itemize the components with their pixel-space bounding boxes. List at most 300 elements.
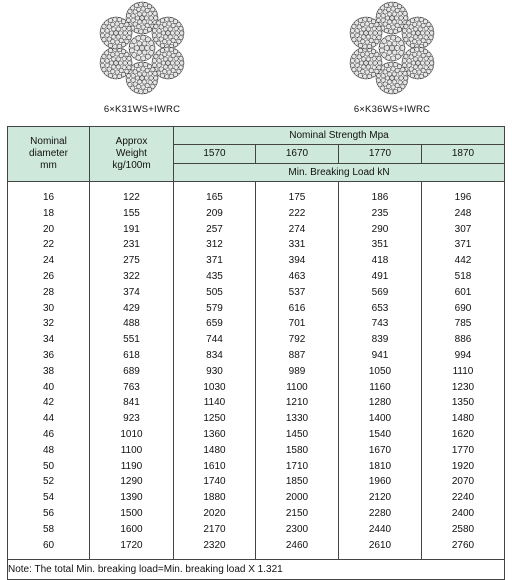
- wire: [421, 38, 425, 42]
- wire: [384, 63, 388, 67]
- wire: [122, 27, 126, 31]
- wire: [173, 72, 177, 76]
- wire: [399, 41, 404, 46]
- wire: [391, 35, 396, 40]
- wire: [142, 80, 146, 84]
- wire: [358, 48, 362, 52]
- wire: [143, 63, 147, 67]
- table-cell: 601: [422, 285, 505, 301]
- wire: [410, 18, 414, 22]
- wire: [134, 63, 138, 67]
- wire: [117, 44, 121, 48]
- wire: [143, 29, 147, 33]
- table-cell: 2580: [422, 522, 505, 538]
- wire: [119, 38, 123, 42]
- wire: [414, 35, 418, 39]
- table-cell: 2150: [256, 506, 339, 522]
- wire: [169, 74, 173, 78]
- table-cell: 18: [8, 206, 90, 222]
- wire: [368, 61, 372, 65]
- table-cell: 2020: [174, 506, 256, 522]
- wire: [169, 48, 173, 52]
- wire: [369, 68, 373, 72]
- wire: [143, 89, 147, 93]
- wire: [375, 52, 379, 56]
- wire: [393, 63, 397, 67]
- wire: [168, 35, 172, 39]
- wire: [359, 31, 363, 35]
- table-cell: 618: [90, 348, 174, 364]
- wire: [123, 31, 127, 35]
- wire: [134, 46, 139, 51]
- table-cell: 2400: [422, 506, 505, 522]
- wire: [118, 61, 122, 65]
- wire: [393, 3, 397, 7]
- wire: [391, 56, 396, 61]
- wire: [381, 78, 385, 82]
- wire: [389, 45, 394, 50]
- table-spacer-cell: [90, 182, 174, 191]
- wire: [164, 27, 168, 31]
- wire: [121, 42, 125, 46]
- table-cell: 579: [174, 301, 256, 317]
- wire: [167, 70, 171, 74]
- wire: [153, 71, 157, 75]
- table-row: [8, 364, 505, 380]
- wire: [168, 27, 172, 31]
- wire: [165, 17, 169, 21]
- wire: [416, 61, 421, 66]
- wire: [424, 57, 428, 61]
- wire: [160, 48, 164, 52]
- wire: [115, 70, 119, 74]
- table-cell: 1500: [90, 506, 174, 522]
- wire: [363, 74, 367, 78]
- table-cell: 1610: [174, 459, 256, 475]
- wire: [137, 50, 142, 55]
- wire: [385, 76, 389, 80]
- rope-cross-section-left: [72, 0, 212, 115]
- wire: [122, 57, 126, 61]
- table-cell: 1100: [256, 380, 339, 396]
- wire: [102, 67, 106, 71]
- table-cell: 1770: [422, 443, 505, 459]
- wire: [417, 22, 421, 26]
- wire: [135, 16, 139, 20]
- wire: [142, 50, 147, 55]
- table-row: [8, 348, 505, 364]
- wire: [161, 61, 165, 65]
- wire: [175, 61, 179, 65]
- wire: [365, 70, 369, 74]
- wire: [174, 27, 178, 31]
- table-cell: 48: [8, 443, 90, 459]
- wire: [424, 27, 428, 31]
- wire: [144, 76, 148, 80]
- table-cell: 56: [8, 506, 90, 522]
- wire: [175, 31, 179, 35]
- table-cell: 191: [90, 222, 174, 238]
- table-cell: 1190: [90, 459, 174, 475]
- wire: [372, 57, 376, 61]
- wire: [114, 31, 119, 36]
- table-cell: 32: [8, 316, 90, 332]
- wire: [167, 22, 171, 26]
- table-row: [8, 395, 505, 411]
- table-row: [8, 316, 505, 332]
- wire: [163, 52, 167, 56]
- wire: [128, 82, 132, 86]
- wire: [112, 65, 116, 69]
- table-cell: 989: [256, 364, 339, 380]
- wire: [150, 46, 155, 51]
- wire: [109, 31, 113, 35]
- wire: [415, 74, 419, 78]
- table-cell: 690: [422, 301, 505, 317]
- wire: [365, 40, 369, 44]
- wire: [174, 57, 178, 61]
- wire: [398, 72, 402, 76]
- wire: [415, 17, 419, 21]
- wire: [395, 54, 400, 59]
- table-cell: 1450: [256, 427, 339, 443]
- wire: [392, 12, 396, 16]
- header-grade: 1670: [256, 145, 339, 163]
- wire: [139, 45, 144, 50]
- table-cell: 1230: [422, 380, 505, 396]
- wire: [389, 89, 393, 93]
- table-cell: 307: [422, 222, 505, 238]
- wire: [145, 83, 149, 87]
- wire: [144, 16, 148, 20]
- table-cell: 1140: [174, 395, 256, 411]
- wire: [404, 37, 408, 41]
- wire: [147, 27, 151, 31]
- wire: [180, 61, 184, 65]
- table-cell: 2240: [422, 490, 505, 506]
- wire: [395, 83, 399, 87]
- wire: [138, 20, 142, 24]
- wire: [407, 51, 411, 55]
- table-cell: 1960: [339, 474, 422, 490]
- wire: [111, 22, 115, 26]
- wire: [410, 73, 414, 77]
- table-row: [8, 474, 505, 490]
- wire: [149, 16, 153, 20]
- wire: [116, 35, 120, 39]
- wire: [164, 57, 168, 61]
- wire: [377, 56, 381, 60]
- breaking-load-table: [7, 126, 505, 580]
- table-cell: 2440: [339, 522, 422, 538]
- table-cell: 274: [256, 222, 339, 238]
- header-grade: 1570: [174, 145, 256, 163]
- wire: [142, 41, 147, 46]
- header-nominal-diameter: Nominal diameter mm: [8, 127, 90, 182]
- table-spacer-cell: [8, 182, 90, 191]
- table-cell: 994: [422, 348, 505, 364]
- wire: [362, 57, 366, 61]
- table-cell: 371: [174, 253, 256, 269]
- table-cell: 2000: [256, 490, 339, 506]
- wire: [149, 41, 154, 46]
- table-cell: 418: [339, 253, 422, 269]
- wire: [423, 72, 427, 76]
- table-row: [8, 269, 505, 285]
- wire: [401, 7, 405, 11]
- table-cell: 839: [339, 332, 422, 348]
- table-note: Note: The total Min. breaking load=Min. breaking load X 1.321: [8, 560, 505, 580]
- wire: [350, 29, 354, 33]
- wire: [378, 31, 382, 35]
- table-cell: 209: [174, 206, 256, 222]
- wire: [377, 65, 381, 69]
- wire: [145, 54, 150, 59]
- wire: [417, 52, 421, 56]
- wire: [123, 61, 127, 65]
- wire: [361, 22, 365, 26]
- wire: [395, 23, 399, 27]
- table-cell: 1100: [90, 443, 174, 459]
- wire: [379, 43, 384, 48]
- table-row: [8, 332, 505, 348]
- wire: [109, 61, 113, 65]
- wire: [127, 65, 131, 69]
- table-cell: 785: [422, 316, 505, 332]
- wire: [385, 16, 389, 20]
- wire: [429, 65, 433, 69]
- table-cell: 1580: [256, 443, 339, 459]
- table-cell: 2460: [256, 538, 339, 554]
- wire: [127, 26, 131, 30]
- wire: [367, 74, 371, 78]
- wire: [170, 31, 174, 35]
- wire: [131, 78, 135, 82]
- table-cell: 290: [339, 222, 422, 238]
- wire: [429, 56, 433, 60]
- wire: [413, 22, 417, 26]
- wire: [137, 67, 141, 71]
- wire: [395, 46, 400, 51]
- wire: [177, 22, 181, 26]
- wire: [165, 47, 169, 51]
- wire: [114, 61, 119, 66]
- wire: [105, 63, 109, 67]
- table-cell: 1330: [256, 411, 339, 427]
- rope-cross-section-diagram: [337, 0, 447, 100]
- wire: [153, 11, 157, 15]
- wire: [140, 16, 145, 21]
- wire: [388, 72, 392, 76]
- wire: [141, 35, 146, 40]
- wire: [116, 65, 120, 69]
- wire: [167, 40, 171, 44]
- wire: [102, 37, 106, 41]
- wire: [350, 33, 354, 37]
- header-grade: 1870: [422, 145, 505, 163]
- wire: [377, 35, 381, 39]
- wire: [125, 22, 129, 26]
- wire: [142, 12, 146, 16]
- wire: [115, 52, 119, 56]
- wire: [355, 63, 359, 67]
- wire: [173, 42, 177, 46]
- wire: [399, 76, 403, 80]
- table-cell: 887: [256, 348, 339, 364]
- table-cell: 834: [174, 348, 256, 364]
- wire: [358, 18, 362, 22]
- wire: [113, 17, 117, 21]
- wire: [397, 27, 401, 31]
- wire: [100, 29, 104, 33]
- wire: [167, 52, 171, 56]
- wire: [160, 73, 164, 77]
- table-cell: 1400: [339, 411, 422, 427]
- wire: [121, 72, 125, 76]
- table-cell: 2070: [422, 474, 505, 490]
- table-cell: 743: [339, 316, 422, 332]
- table-cell: 16: [8, 190, 90, 206]
- table-cell: 46: [8, 427, 90, 443]
- table-cell: 930: [174, 364, 256, 380]
- table-row: [8, 190, 505, 206]
- wire: [132, 52, 137, 57]
- wire: [105, 33, 109, 37]
- wire: [169, 18, 173, 22]
- wire: [417, 40, 421, 44]
- wire: [126, 78, 130, 82]
- table-cell: 701: [256, 316, 339, 332]
- wire: [105, 21, 109, 25]
- wire: [379, 48, 384, 53]
- table-row: [8, 253, 505, 269]
- wire: [137, 7, 141, 11]
- wire: [427, 52, 431, 56]
- table-cell: 1250: [174, 411, 256, 427]
- wire: [128, 31, 132, 35]
- wire: [138, 12, 142, 16]
- table-row: [8, 506, 505, 522]
- wire: [113, 74, 117, 78]
- table-cell: 1480: [422, 411, 505, 427]
- wire: [135, 76, 139, 80]
- table-cell: 34: [8, 332, 90, 348]
- wire: [402, 59, 406, 63]
- table-body: [8, 182, 505, 560]
- wire: [168, 65, 172, 69]
- wire: [139, 62, 143, 66]
- wire: [404, 76, 408, 80]
- wire: [388, 20, 392, 24]
- wire: [119, 68, 123, 72]
- table-cell: 28: [8, 285, 90, 301]
- rope-cross-section-right: [322, 0, 462, 115]
- wire: [429, 26, 433, 30]
- wire: [350, 59, 354, 63]
- table-cell: 435: [174, 269, 256, 285]
- wire: [389, 29, 393, 33]
- wire: [389, 62, 393, 66]
- wire: [384, 46, 389, 51]
- wire: [152, 33, 156, 37]
- wire: [142, 20, 146, 24]
- wire: [152, 59, 156, 63]
- table-cell: 371: [422, 237, 505, 253]
- table-cell: 442: [422, 253, 505, 269]
- wire: [141, 85, 145, 89]
- wire: [371, 42, 375, 46]
- table-spacer-cell: [174, 182, 256, 191]
- wire: [115, 22, 119, 26]
- table-cell: 941: [339, 348, 422, 364]
- table-cell: 1720: [90, 538, 174, 554]
- table-cell: 2760: [422, 538, 505, 554]
- wire: [403, 80, 407, 84]
- wire: [148, 12, 152, 16]
- wire: [403, 11, 407, 15]
- wire: [140, 76, 145, 81]
- wire: [179, 26, 183, 30]
- wire: [415, 47, 419, 51]
- rope-caption-left: 6×K31WS+IWRC: [103, 104, 181, 115]
- table-cell: 1390: [90, 490, 174, 506]
- wire: [116, 57, 120, 61]
- table-cell: 653: [339, 301, 422, 317]
- table-cell: 312: [174, 237, 256, 253]
- wire: [418, 65, 422, 69]
- wire: [394, 16, 398, 20]
- wire: [377, 26, 381, 30]
- table-cell: 50: [8, 459, 90, 475]
- wire: [430, 61, 434, 65]
- wire: [382, 52, 387, 57]
- wire: [111, 52, 115, 56]
- wire: [414, 27, 418, 31]
- wire: [425, 61, 429, 65]
- wire: [151, 7, 155, 11]
- table-cell: 248: [422, 206, 505, 222]
- wire: [387, 50, 392, 55]
- table-cell: 322: [90, 269, 174, 285]
- table-cell: 2120: [339, 490, 422, 506]
- table-cell: 165: [174, 190, 256, 206]
- table-cell: 505: [174, 285, 256, 301]
- wire: [108, 48, 112, 52]
- wire: [392, 80, 396, 84]
- wire: [411, 31, 415, 35]
- header-nominal-strength: Nominal Strength Mpa: [174, 127, 505, 145]
- wire: [154, 16, 158, 20]
- wire: [141, 7, 145, 11]
- table-cell: 2610: [339, 538, 422, 554]
- wire: [400, 46, 405, 51]
- table-cell: 54: [8, 490, 90, 506]
- wire: [390, 16, 395, 21]
- table-spacer-cell: [339, 182, 422, 191]
- wire: [352, 67, 356, 71]
- table-cell: 1290: [90, 474, 174, 490]
- table-cell: 1620: [422, 427, 505, 443]
- wire: [413, 52, 417, 56]
- wire: [134, 28, 138, 32]
- table-cell: 222: [256, 206, 339, 222]
- wire: [161, 31, 165, 35]
- table-cell: 40: [8, 380, 90, 396]
- wire: [139, 89, 143, 93]
- wire: [414, 65, 418, 69]
- wire: [420, 31, 424, 35]
- wire: [358, 73, 362, 77]
